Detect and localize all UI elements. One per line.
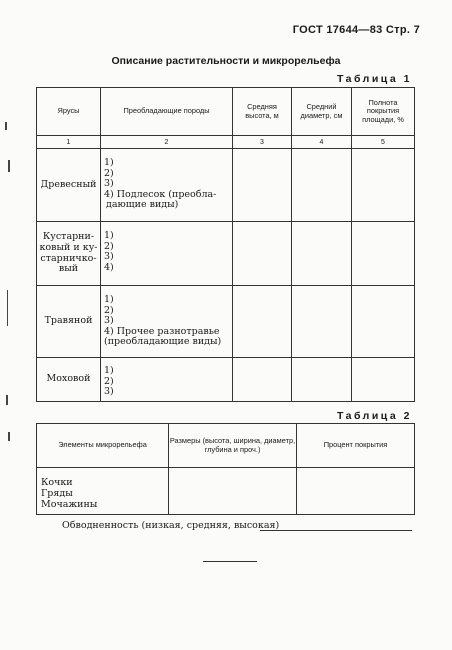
col-header-diameter: Средний диаметр, см (292, 88, 352, 136)
watering-text: Обводненность (низкая, средняя, высокая) (62, 520, 280, 531)
list-item: 2) (104, 167, 114, 179)
tier-shrub (37, 222, 101, 286)
tier-grass: Травяной (37, 286, 101, 358)
empty-cell (292, 358, 352, 402)
empty-cell (292, 286, 352, 358)
empty-cell (292, 222, 352, 286)
list-item: Мочажины (41, 499, 98, 510)
list-item: Гряды (41, 488, 73, 499)
microrelief-table (36, 423, 415, 515)
col-header-height: Средняя высота, м (233, 88, 292, 136)
empty-cell (297, 468, 415, 515)
empty-cell (292, 149, 352, 222)
list-item: 1) (104, 230, 114, 241)
margin-mark (8, 160, 10, 172)
col-header-coverage: Полнота покрытия площади, % (352, 88, 415, 136)
list-item: 2) (104, 240, 114, 252)
empty-cell (352, 358, 415, 402)
list-item: 2) (104, 375, 114, 387)
tier-grass-items (101, 286, 233, 358)
list-item: 4) Подлесок (преобла- (104, 188, 217, 200)
margin-mark (7, 290, 8, 326)
margin-mark (8, 432, 10, 441)
list-item: дающие виды) (106, 199, 179, 210)
list-item: 3) (104, 386, 114, 397)
tier-moss: Моховой (37, 358, 101, 402)
page-title: Описание растительности и микрорельефа (111, 55, 341, 67)
col-header-tiers: Ярусы (37, 88, 101, 136)
list-item: 1) (104, 365, 114, 376)
list-item: 4) Прочее разнотравье (104, 325, 220, 337)
tier-tree: Древесный (37, 149, 101, 222)
list-item: 1) (104, 157, 114, 168)
list-item: 3) (104, 251, 114, 262)
relief-elements (37, 468, 169, 515)
table1-label: Таблица 1 (336, 73, 412, 85)
table2-label: Таблица 2 (336, 410, 412, 422)
list-item: 1) (104, 294, 114, 305)
page-header: ГОСТ 17644—83 Стр. 7 (292, 24, 420, 36)
empty-cell (233, 149, 292, 222)
col-header-coverage-percent: Процент покрытия (297, 424, 415, 468)
tier-shrub-line: Кустарни- (42, 230, 95, 242)
list-item: 3) (104, 315, 114, 326)
col-header-dimensions: Размеры (высота, ширина, диаметр, глубина и проч.) (169, 424, 297, 468)
end-rule (203, 561, 257, 562)
empty-cell (233, 358, 292, 402)
tier-shrub-items (101, 222, 233, 286)
col-number: 5 (352, 136, 415, 149)
empty-cell (233, 222, 292, 286)
list-item: 4) (104, 261, 114, 273)
empty-cell (352, 149, 415, 222)
col-header-elements: Элементы микрорельефа (37, 424, 169, 468)
col-number: 1 (37, 136, 101, 149)
col-number: 4 (292, 136, 352, 149)
watering-fill-line (260, 530, 412, 531)
empty-cell (352, 286, 415, 358)
vegetation-table (36, 87, 415, 402)
margin-mark (5, 122, 7, 130)
tier-tree-items (101, 149, 233, 222)
empty-cell (233, 286, 292, 358)
tier-shrub-line: ковый и ку- (39, 241, 98, 253)
empty-cell (169, 468, 297, 515)
list-item: (преобладающие виды) (104, 336, 222, 347)
list-item: 3) (104, 178, 114, 189)
empty-cell (352, 222, 415, 286)
col-number: 3 (233, 136, 292, 149)
tier-shrub-line: вый (58, 263, 79, 275)
list-item: 2) (104, 304, 114, 316)
col-number: 2 (101, 136, 233, 149)
margin-mark (6, 395, 8, 405)
col-header-species: Преобладающие породы (101, 88, 233, 136)
list-item: Кочки (41, 477, 73, 488)
tier-moss-items (101, 358, 233, 402)
tier-shrub-line: старничко- (40, 252, 97, 264)
